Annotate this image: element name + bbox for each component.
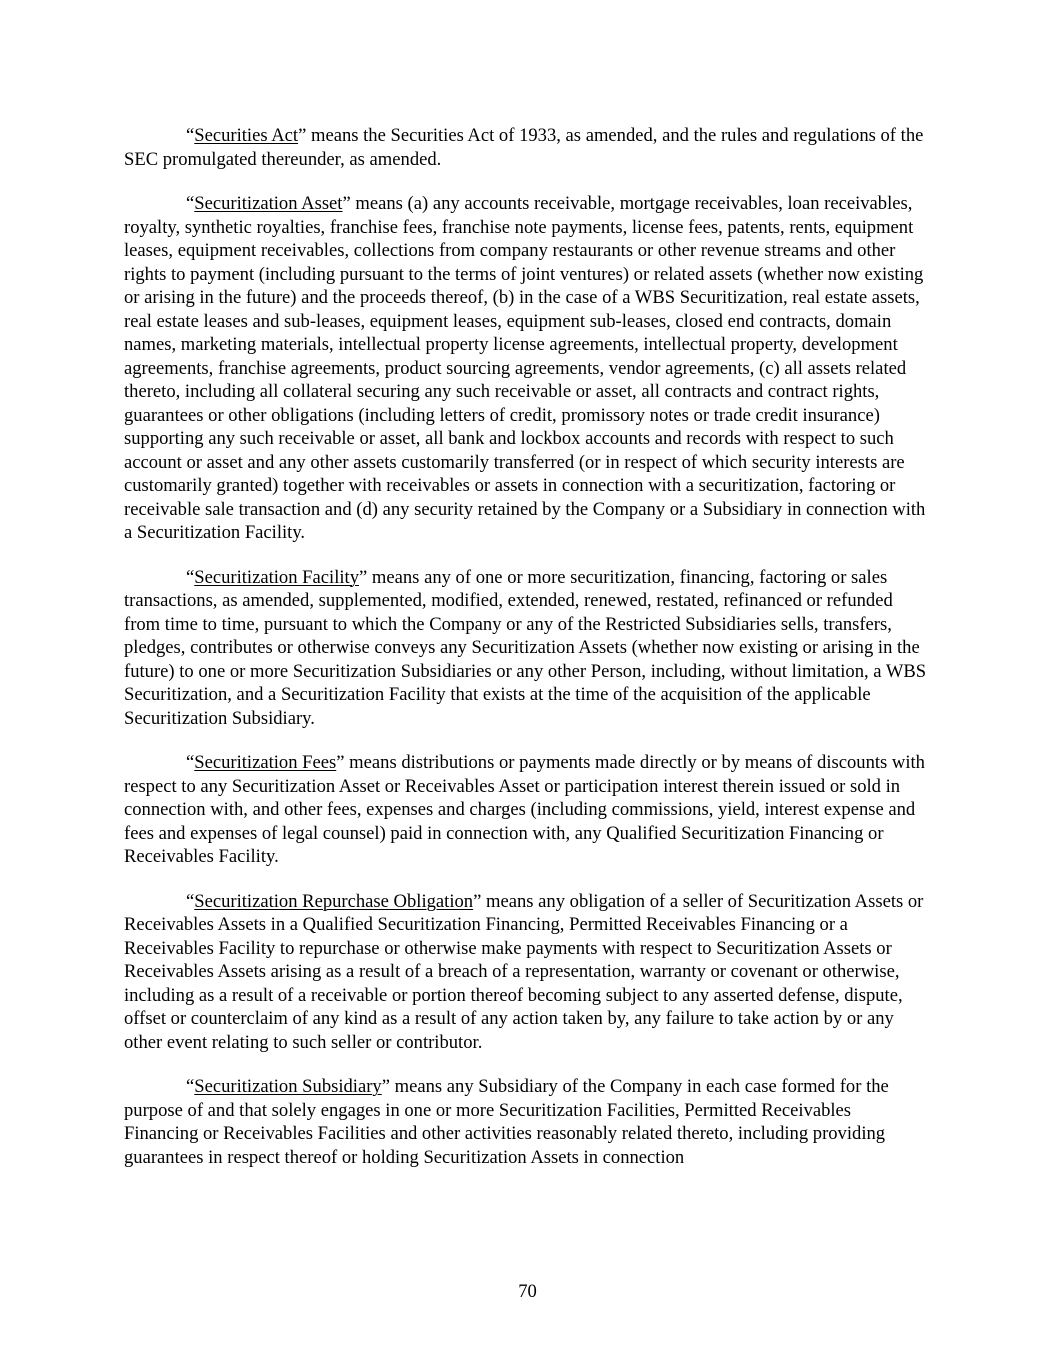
close-quote: ”	[336, 752, 345, 773]
definition-securities-act	[124, 124, 930, 171]
defined-term: Securitization Fees	[194, 752, 337, 773]
close-quote: ”	[298, 125, 307, 146]
definition-securitization-facility	[124, 566, 930, 731]
open-quote: “	[186, 193, 195, 214]
definition-text: means any obligation of a seller of Securitization Assets or Receivables Assets in a Qualified Securitization Financing, Permitted Receivables Financing or a Receivables Facility to repurchase or otherwise make payments with respect to Securitization Assets or Receivables Assets arising as a result of a breach of a representation, warranty or covenant or otherwise, including as a result of a receivable or portion thereof becoming subject to any asserted defense, dispute, offset or counterclaim of any kind as a result of any action taken by, any failure to take action by or any other event relating to such seller or contributor.	[124, 890, 924, 1053]
defined-term: Securitization Asset	[194, 193, 343, 214]
defined-term: Securitization Subsidiary	[194, 1076, 382, 1097]
defined-term: Securities Act	[194, 125, 299, 146]
definition-text: means any Subsidiary of the Company in each case formed for the purpose of and that solely engages in one or more Securitization Facilities, Permitted Receivables Financing or Receivables Facilities and other activities reasonably related thereto, including providing guarantees in respect thereof or holding Securitization Assets in connection	[124, 1076, 889, 1168]
close-quote: ”	[381, 1076, 390, 1097]
definition-securitization-repurchase-obligation	[124, 890, 930, 1055]
page-number: 70	[518, 1281, 537, 1302]
defined-term: Securitization Facility	[194, 566, 359, 588]
definition-text: means distributions or payments made directly or by means of discounts with respect to any Securitization Asset or Receivables Asset or participation interest therein issued or sold in connection with, and other fees, expenses and charges (including commissions, yield, interest expense and fees and expenses of legal counsel) paid in connection with, any Qualified Securitization Financing or Receivables Facility.	[124, 752, 925, 867]
open-quote: “	[186, 1076, 195, 1097]
open-quote: “	[186, 125, 195, 146]
definition-text: means any of one or more securitization, financing, factoring or sales transactions, as amended, supplemented, modified, extended, renewed, restated, refinanced or refunded from time to time, pursuant to which the Company or any of the Restricted Subsidiaries sells, transfers, pledges, contributes or otherwise conveys any Securitization Assets (whether now existing or arising in the future) to one or more Securitization Subsidiaries or any other Person, including, without limitation, a WBS Securitization, and a Securitization Facility that exists at the time of the acquisition of the applicable Securitization Subsidiary.	[124, 566, 927, 729]
definition-securitization-subsidiary	[124, 1075, 930, 1169]
document-body	[124, 124, 930, 1190]
close-quote: ”	[359, 566, 368, 588]
open-quote: “	[186, 566, 195, 588]
close-quote: ”	[342, 193, 351, 214]
open-quote: “	[186, 752, 195, 773]
definition-securitization-fees	[124, 751, 930, 869]
open-quote: “	[186, 890, 195, 912]
definition-text: means the Securities Act of 1933, as amended, and the rules and regulations of the SEC promulgated thereunder, as amended.	[124, 125, 924, 170]
definition-securitization-asset	[124, 192, 930, 545]
defined-term: Securitization Repurchase Obligation	[194, 890, 474, 912]
close-quote: ”	[473, 890, 482, 912]
definition-text: means (a) any accounts receivable, mortgage receivables, loan receivables, royalty, synthetic royalties, franchise fees, franchise note payments, license fees, patents, rents, equipment leases, equipment receivables, collections from company restaurants or other revenue streams and other rights to payment (including pursuant to the terms of joint ventures) or related assets (whether now existing or arising in the future) and the proceeds thereof, (b) in the case of a WBS Securitization, real estate assets, real estate leases and sub-leases, equipment leases, equipment sub-leases, closed end contracts, domain names, marketing materials, intellectual property license agreements, intellectual property, development agreements, franchise agreements, product sourcing agreements, vendor agreements, (c) all assets related thereto, including all collateral securing any such receivable or asset, all contracts and contract rights, guarantees or other obligations (including letters of credit, promissory notes or trade credit insurance) supporting any such receivable or asset, all bank and lockbox accounts and records with respect to such account or asset and any other assets customarily transferred (or in respect of which security interests are customarily granted) together with receivables or assets in connection with a securitization, factoring or receivable sale transaction and (d) any security retained by the Company or a Subsidiary in connection with a Securitization Facility.	[124, 193, 926, 543]
